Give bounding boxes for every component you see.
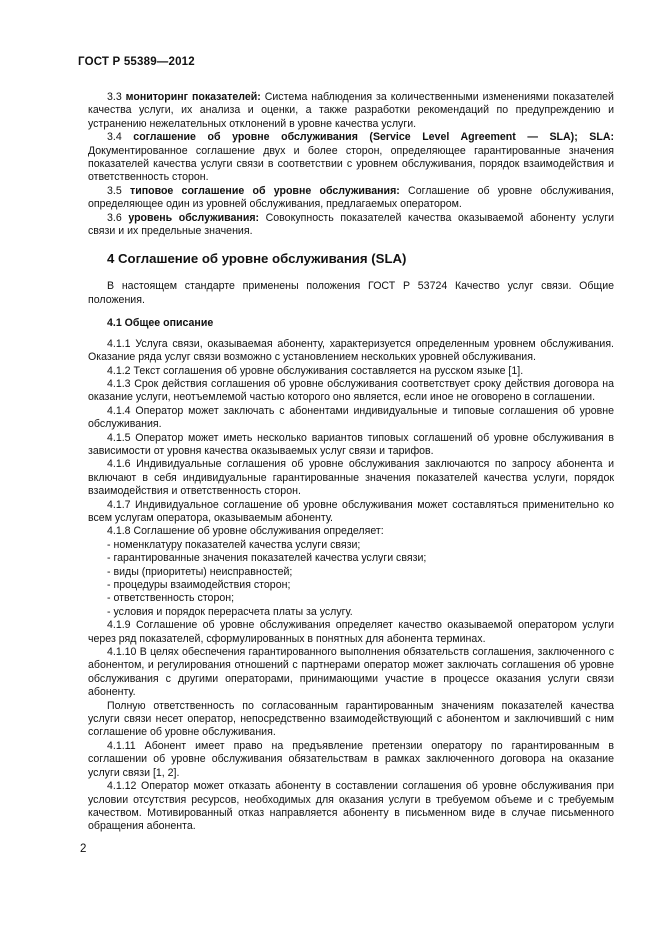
subsection-4-1-heading: 4.1 Общее описание bbox=[107, 317, 214, 330]
list-item: - ответственность сторон; bbox=[107, 592, 235, 605]
section-4-heading: 4 Соглашение об уровне обслуживания (SLA) bbox=[107, 251, 407, 267]
page-number: 2 bbox=[80, 843, 87, 855]
list-item: - номенклатуру показателей качества услуги связи; bbox=[107, 538, 361, 551]
clause-4-1-6: 4.1.6 Индивидуальные соглашения об уровне обслуживания заключаются по запросу абонента и включают в себя индивидуальные гарантированные значения показателей качества услуги, порядок взаимодействия и ответственность сторон. bbox=[88, 458, 614, 498]
definition-text: Документированное соглашение двух и более сторон, определяющее гарантированные значения показателей качества услуги связи в соответствии с уровнем обслуживания, порядок взаимодействия и ответственность сторон. bbox=[88, 144, 614, 184]
clause-4-1-12: 4.1.12 Оператор может отказать абоненту в составлении соглашения об уровне обслуживания при условии отсутствия ресурсов, необходимых для оказания услуги в требуемом объеме и с требуемым качеством. Мотивированный отказ направляется абоненту в письменном виде в случае письменного обращения абонента. bbox=[88, 780, 614, 833]
clause-4-1-2: 4.1.2 Текст соглашения об уровне обслуживания составляется на русском языке [1]. bbox=[107, 364, 524, 377]
definition-text: Совокупность показателей качества оказываемой абоненту услуги связи и их предельные значения. bbox=[88, 211, 614, 238]
definition-number: 3.6 bbox=[107, 211, 122, 224]
definition-3-4 bbox=[88, 131, 614, 185]
definition-term: соглашение об уровне обслуживания (Service Level Agreement — SLA); SLA: bbox=[133, 131, 614, 144]
definition-term: уровень обслуживания: bbox=[128, 211, 260, 224]
clause-4-1-3: 4.1.3 Срок действия соглашения об уровне обслуживания соответствует сроку действия договора на оказание услуги, неотъемлемой частью которого оно является, если иное не оговорено в соглашении. bbox=[88, 377, 614, 404]
list-item: - виды (приоритеты) неисправностей; bbox=[107, 565, 293, 578]
clause-4-1-9: 4.1.9 Соглашение об уровне обслуживания определяет качество оказываемой оператором услуги через ряд показателей, сформулированных в понятных для абонента терминах. bbox=[88, 619, 614, 645]
clause-4-1-10-continued: Полную ответственность по согласованным гарантированным значениям показателей качества услуги связи несет оператор, непосредственно взаимодействующий с абонентом и заключивший с ним соглашение об уровне обслуживания. bbox=[88, 699, 614, 739]
section-4-intro: В настоящем стандарте применены положения ГОСТ Р 53724 Качество услуг связи. Общие положения. bbox=[88, 280, 614, 306]
list-item: - процедуры взаимодействия сторон; bbox=[107, 579, 291, 591]
definition-term: типовое соглашение об уровне обслуживания: bbox=[130, 184, 400, 197]
clause-4-1-4: 4.1.4 Оператор может заключать с абонентами индивидуальные и типовые соглашения об уровне обслуживания. bbox=[88, 404, 614, 431]
clause-4-1-7: 4.1.7 Индивидуальное соглашение об уровне обслуживания может составляться применительно ко всем услугам оператора, оказываемым абоненту. bbox=[88, 498, 614, 524]
clause-4-1-11: 4.1.11 Абонент имеет право на предъявление претензии оператору по гарантированным в соглашении об уровне обслуживания обязательствам в рамках заключенного договора на оказание услуги связи [1, 2]. bbox=[88, 739, 614, 779]
definition-3-3 bbox=[88, 91, 614, 131]
page-content bbox=[88, 91, 614, 834]
definition-3-5 bbox=[88, 185, 614, 212]
definition-text: Соглашение об уровне обслуживания, определяющее один из уровней обслуживания, предлагаемых оператором. bbox=[88, 184, 614, 211]
clause-4-1-10: 4.1.10 В целях обеспечения гарантированного выполнения обязательств соглашения, заключенного с абонентом, и регулирования отношений с партнерами оператор может заключать соглашения об уровне обслуживания с другими операторами, принимающими участие в процессе оказания услуги связи абоненту. bbox=[88, 646, 614, 699]
list-item: - условия и порядок перерасчета платы за услугу. bbox=[107, 605, 353, 618]
document-header: ГОСТ Р 55389—2012 bbox=[78, 56, 195, 68]
clause-4-1-5: 4.1.5 Оператор может иметь несколько вариантов типовых соглашений об уровне обслуживания в зависимости от уровня качества оказываемых услуг связи и тарифов. bbox=[88, 431, 614, 457]
definition-3-6 bbox=[88, 212, 614, 239]
definition-number: 3.5 bbox=[107, 184, 122, 197]
clause-4-1-8: 4.1.8 Соглашение об уровне обслуживания определяет: bbox=[107, 525, 384, 538]
clause-4-1-1: 4.1.1 Услуга связи, оказываемая абоненту, характеризуется определенным уровнем обслуживания. Оказание ряда услуг связи возможно с установлением нескольких уровней обслуживания. bbox=[88, 337, 614, 364]
definition-term: мониторинг показателей: bbox=[125, 91, 261, 103]
definition-text: Система наблюдения за количественными изменениями показателей качества услуги, их анализа и оценки, а также разработки рекомендаций по предупреждению и устранению нежелательных отклонений в уровне качества услуги. bbox=[88, 91, 614, 130]
definition-number: 3.4 bbox=[107, 131, 122, 144]
definition-number: 3.3 bbox=[107, 91, 122, 103]
list-item: - гарантированные значения показателей качества услуги связи; bbox=[107, 552, 427, 565]
